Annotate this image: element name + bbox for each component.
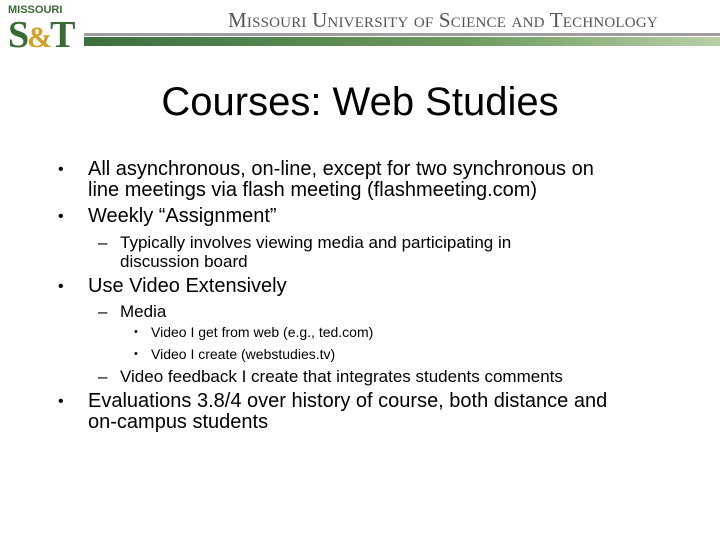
dash-marker: – [98,367,108,386]
bullet-text: Weekly “Assignment” [88,205,277,227]
bullet-marker: • [134,348,138,360]
bullet-text: on-campus students [88,411,269,433]
logo-st-text: S&T [8,14,74,56]
header-divider-green [84,37,720,46]
bullet-text: Video feedback I create that integrates students comments [120,367,563,386]
bullet-marker: • [134,326,138,338]
bullet-text: Evaluations 3.8/4 over history of course, both distance and [88,390,608,412]
bullet-text: Media [120,302,167,321]
bullet-marker: • [58,278,64,295]
bullet-text: line meetings via flash meeting (flashmeeting.com) [88,179,538,201]
logo-missouri-text: MISSOURI [8,4,63,16]
slide-title: Courses: Web Studies [161,80,559,124]
bullet-text: Video I create (webstudies.tv) [151,346,336,362]
dash-marker: – [98,233,108,252]
bullet-text: discussion board [120,252,248,271]
bullet-text: All asynchronous, on-line, except for two synchronous on [88,158,594,180]
bullet-marker: • [58,393,64,410]
bullet-text: Typically involves viewing media and participating in [120,233,512,252]
university-name: Missouri University of Science and Technology [228,8,658,32]
header-divider-gray [84,33,720,36]
slide-header [0,0,720,68]
bullet-text: Video I get from web (e.g., ted.com) [151,324,374,340]
dash-marker: – [98,302,108,321]
university-logo [6,4,78,62]
bullet-text: Use Video Extensively [88,275,287,297]
bullet-marker: • [58,161,64,178]
bullet-marker: • [58,208,64,225]
